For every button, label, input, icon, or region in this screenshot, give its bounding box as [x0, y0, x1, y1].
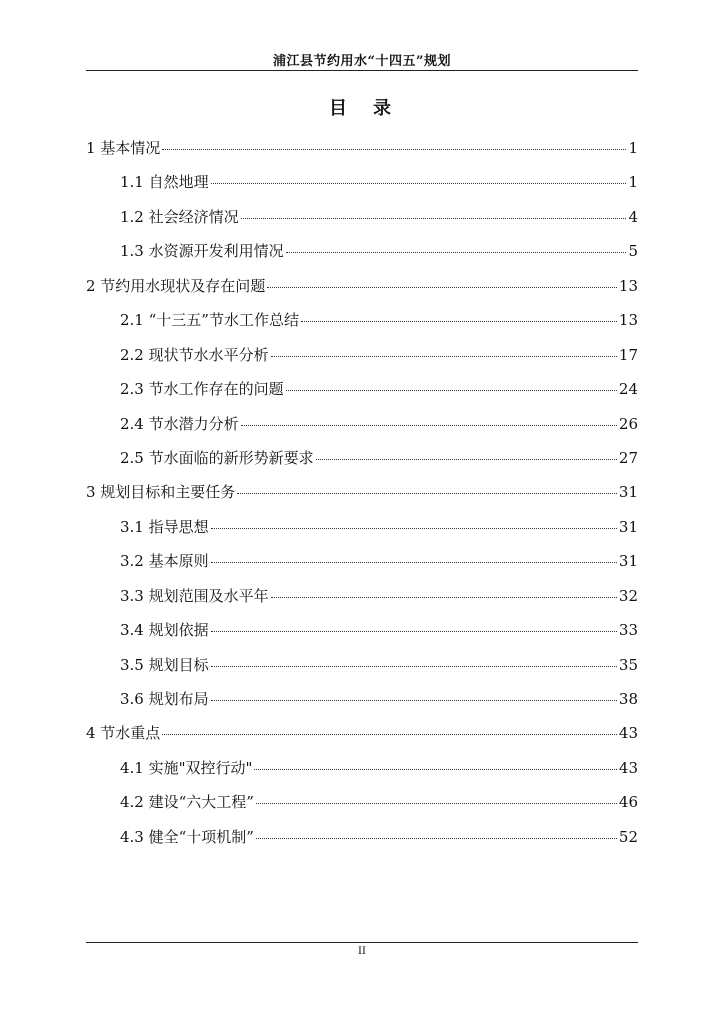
- toc-entry[interactable]: [86, 544, 638, 578]
- toc-entry-page: 43: [618, 758, 638, 777]
- toc-entry-page: 17: [618, 345, 638, 364]
- dot-leader: [211, 665, 617, 667]
- dot-leader: [211, 527, 617, 529]
- toc-entry[interactable]: [86, 234, 638, 268]
- toc-entry[interactable]: [86, 407, 638, 441]
- toc-entry-label: 2.3 节水工作存在的问题: [120, 380, 284, 399]
- dot-leader: [237, 492, 617, 494]
- toc-entry-label: 3.2 基本原则: [120, 552, 209, 571]
- toc-entry-label: 3.3 规划范围及水平年: [120, 586, 269, 605]
- toc-entry[interactable]: [86, 338, 638, 372]
- toc-entry[interactable]: [86, 785, 638, 819]
- toc-title: 目 录: [329, 98, 395, 119]
- toc-entry-label: 3.6 规划布局: [120, 690, 209, 708]
- toc-entry-page: 31: [618, 483, 638, 502]
- dot-leader: [316, 458, 617, 460]
- dot-leader: [256, 802, 617, 804]
- toc-entry-page: 35: [618, 655, 638, 674]
- dot-leader: [271, 596, 617, 598]
- toc-entry-page: 32: [618, 586, 638, 605]
- toc-entry-page: 43: [618, 724, 638, 743]
- toc-entry-label: 3.5 规划目标: [120, 655, 209, 674]
- dot-leader: [271, 355, 617, 357]
- toc-entry[interactable]: [86, 648, 638, 682]
- toc-entry[interactable]: [86, 820, 638, 854]
- toc-entry-label: 4.3 健全“十项机制”: [120, 827, 254, 846]
- toc-entry-label: 2.4 节水潜力分析: [120, 414, 239, 433]
- toc-entry-label: 2.2 现状节水水平分析: [120, 345, 269, 364]
- toc-entry[interactable]: [86, 200, 638, 234]
- toc-entry-label: 3 规划目标和主要任务: [86, 483, 236, 502]
- dot-leader: [211, 561, 617, 563]
- dot-leader: [211, 699, 617, 701]
- dot-leader: [256, 837, 617, 839]
- dot-leader: [267, 286, 617, 288]
- toc-entry[interactable]: [86, 269, 638, 303]
- toc-entry-page: 33: [618, 621, 638, 640]
- dot-leader: [241, 424, 617, 426]
- toc-entry-page: 26: [618, 414, 638, 433]
- dot-leader: [254, 768, 616, 770]
- dot-leader: [241, 217, 627, 219]
- toc-entry-page: 13: [618, 276, 638, 295]
- toc-entry-label: 2.1 “十三五”节水工作总结: [120, 311, 299, 330]
- toc-entry-label: 1.3 水资源开发利用情况: [120, 242, 284, 261]
- toc-entry-page: 31: [618, 552, 638, 571]
- toc-entry-label: 3.1 指导思想: [120, 517, 209, 536]
- header-divider: [86, 70, 638, 71]
- dot-leader: [211, 182, 627, 184]
- toc-entry-page: 24: [618, 380, 638, 399]
- toc-entry-label: 1.2 社会经济情况: [120, 207, 239, 226]
- toc-entry-label: 1 基本情况: [86, 139, 161, 157]
- toc-entry-label: 4.2 建设“六大工程”: [120, 793, 254, 812]
- toc-entry[interactable]: [86, 441, 638, 475]
- toc-entry-label: 2 节约用水现状及存在问题: [86, 276, 266, 295]
- toc-entry[interactable]: [86, 372, 638, 406]
- toc-entry[interactable]: [86, 751, 638, 785]
- toc-entry[interactable]: [86, 475, 638, 509]
- toc-entry-page: 13: [618, 311, 638, 330]
- toc-entry-page: 4: [628, 207, 638, 226]
- table-of-contents: [86, 131, 638, 854]
- dot-leader: [286, 389, 617, 391]
- page-header: 浦江县节约用水“十四五”规划: [273, 54, 451, 69]
- toc-entry-label: 1.1 自然地理: [120, 173, 209, 192]
- dot-leader: [162, 733, 617, 735]
- toc-entry[interactable]: [86, 716, 638, 750]
- toc-entry-label: 4 节水重点: [86, 724, 161, 743]
- dot-leader: [162, 148, 626, 150]
- dot-leader: [211, 630, 617, 632]
- page-number: II: [358, 946, 366, 957]
- toc-entry-page: 52: [618, 827, 638, 846]
- toc-entry[interactable]: [86, 510, 638, 544]
- dot-leader: [301, 320, 617, 322]
- dot-leader: [286, 251, 627, 253]
- toc-entry-page: 31: [618, 517, 638, 536]
- toc-entry-page: 1: [628, 139, 638, 157]
- footer-divider: [86, 942, 638, 943]
- toc-entry[interactable]: [86, 682, 638, 716]
- toc-entry-page: 1: [628, 173, 638, 192]
- toc-entry[interactable]: [86, 613, 638, 647]
- toc-entry[interactable]: [86, 165, 638, 199]
- toc-entry-label: 2.5 节水面临的新形势新要求: [120, 448, 314, 467]
- toc-entry-label: 4.1 实施"双控行动": [120, 758, 253, 777]
- toc-entry-page: 38: [618, 690, 638, 708]
- toc-entry-page: 27: [618, 448, 638, 467]
- toc-entry[interactable]: [86, 303, 638, 337]
- toc-entry-page: 46: [618, 793, 638, 812]
- toc-entry[interactable]: [86, 579, 638, 613]
- toc-entry-page: 5: [628, 242, 638, 261]
- toc-entry[interactable]: [86, 131, 638, 165]
- toc-entry-label: 3.4 规划依据: [120, 621, 209, 640]
